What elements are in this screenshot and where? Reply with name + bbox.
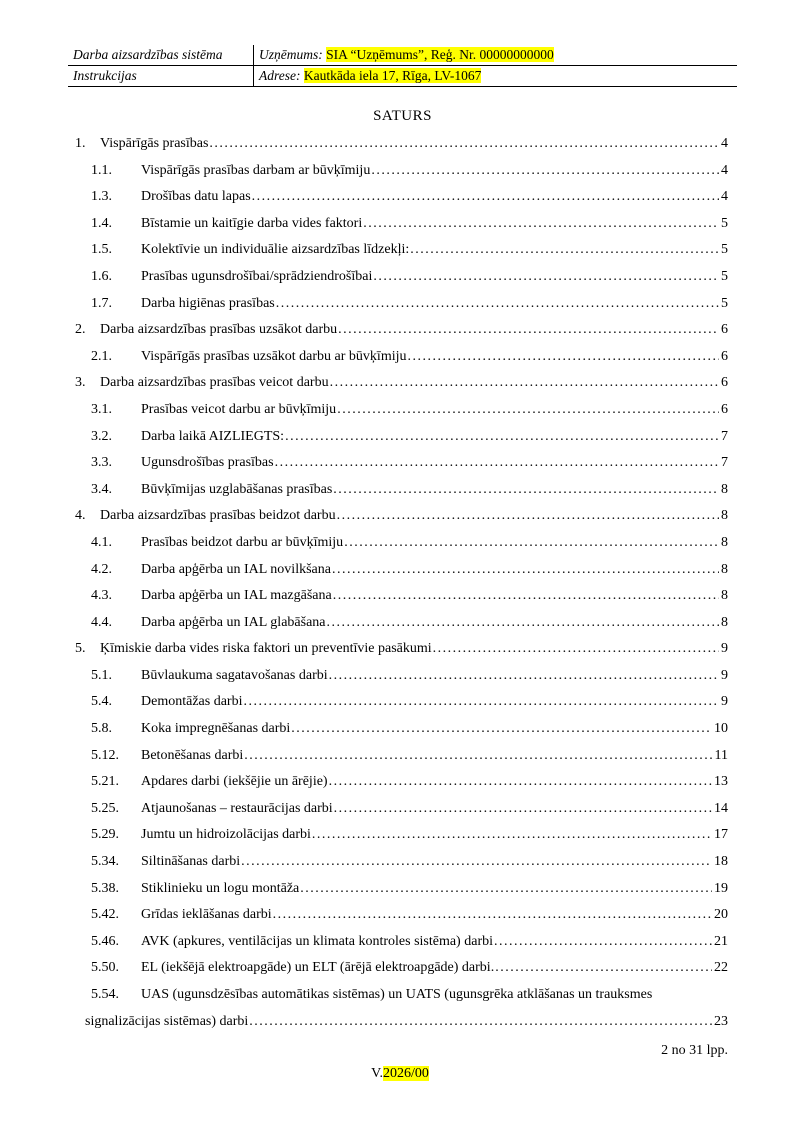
header-doctype-cell bbox=[68, 66, 254, 87]
toc-entry-label: Darba apģērba un IAL glabāšana bbox=[141, 614, 326, 630]
toc-entry[interactable] bbox=[68, 881, 728, 897]
header-doctype-label: Instrukcijas bbox=[73, 67, 137, 83]
toc-entry-page: 9 bbox=[721, 667, 728, 683]
toc-dot-leader bbox=[329, 774, 712, 790]
toc-entry[interactable] bbox=[68, 721, 728, 737]
toc-entry-number: 5.50. bbox=[91, 960, 119, 976]
toc-entry-page: 6 bbox=[721, 348, 728, 364]
toc-entry-number: 2. bbox=[75, 322, 86, 338]
toc-entry[interactable] bbox=[68, 588, 728, 604]
toc-entry[interactable] bbox=[68, 934, 728, 950]
toc-dot-leader bbox=[329, 668, 719, 684]
toc-entry[interactable] bbox=[68, 801, 728, 817]
toc-entry-page: 13 bbox=[714, 774, 728, 790]
toc-entry-number: 2.1. bbox=[91, 348, 112, 364]
toc-entry[interactable] bbox=[68, 694, 728, 710]
toc-entry-number: 1.1. bbox=[91, 162, 112, 178]
toc-entry[interactable] bbox=[68, 429, 728, 445]
toc-dot-leader bbox=[330, 375, 719, 391]
toc-entry-label: Būvlaukuma sagatavošanas darbi bbox=[141, 667, 328, 683]
header-company-cell bbox=[254, 45, 738, 66]
toc-entry-label: Darba aizsardzības prasības uzsākot darbu bbox=[100, 322, 338, 338]
toc-entry-page: 4 bbox=[721, 162, 728, 178]
toc-entry-page: 6 bbox=[721, 401, 728, 417]
header-system-cell bbox=[68, 45, 254, 66]
toc-entry[interactable] bbox=[68, 774, 728, 790]
toc-dot-leader bbox=[337, 508, 719, 524]
toc-entry-label: EL (iekšējā elektroapgāde) un ELT (ārējā elektroapgāde) darbi. bbox=[141, 960, 495, 976]
toc-entry[interactable] bbox=[68, 402, 728, 418]
toc-entry[interactable] bbox=[68, 296, 728, 312]
toc-entry-page: 5 bbox=[721, 215, 728, 231]
toc-entry-number: 4.2. bbox=[91, 561, 112, 577]
toc-dot-leader bbox=[333, 588, 719, 604]
toc-entry[interactable] bbox=[68, 907, 728, 923]
toc-entry-page: 23 bbox=[714, 1013, 728, 1029]
toc-dot-leader bbox=[243, 694, 719, 710]
toc-dot-leader bbox=[312, 827, 712, 843]
toc-entry-label: Darba apģērba un IAL novilkšana bbox=[141, 561, 331, 577]
header-row-2 bbox=[68, 66, 737, 87]
toc-dot-leader bbox=[494, 934, 712, 950]
toc-entry-page: 5 bbox=[721, 295, 728, 311]
toc-dot-leader bbox=[332, 562, 719, 578]
toc-entry-label: Darba aizsardzības prasības veicot darbu bbox=[100, 375, 329, 391]
address-value-highlighted: Kautkāda iela 17, Rīga, LV-1067 bbox=[303, 67, 482, 83]
toc-entry-page: 9 bbox=[721, 694, 728, 710]
toc-dot-leader bbox=[249, 1014, 712, 1030]
toc-entry[interactable] bbox=[68, 349, 728, 365]
toc-entry[interactable] bbox=[68, 668, 728, 684]
toc-entry-label: Bīstamie un kaitīgie darba vides faktori bbox=[141, 215, 363, 231]
toc-entry-page: 20 bbox=[714, 907, 728, 923]
toc-list bbox=[68, 136, 728, 1030]
toc-entry-label: signalizācijas sistēmas) darbi bbox=[85, 1013, 249, 1029]
toc-entry-number: 4.3. bbox=[91, 588, 112, 604]
toc-entry[interactable] bbox=[68, 854, 728, 870]
toc-dot-leader bbox=[333, 482, 719, 498]
toc-entry-label: Vispārīgās prasības darbam ar būvķīmiju bbox=[141, 162, 371, 178]
toc-entry-page: 7 bbox=[721, 428, 728, 444]
toc-entry-label: Vispārīgās prasības uzsākot darbu ar būvķīmiju bbox=[141, 348, 407, 364]
page-title: SATURS bbox=[373, 108, 432, 124]
toc-entry-label: Jumtu un hidroizolācijas darbi bbox=[141, 827, 311, 843]
toc-entry-label: Būvķīmijas uzglabāšanas prasības bbox=[141, 481, 333, 497]
toc-entry[interactable] bbox=[68, 455, 728, 471]
version-value-highlighted: 2026/00 bbox=[382, 1066, 429, 1081]
toc-entry[interactable] bbox=[68, 960, 728, 976]
toc-entry-number: 4.1. bbox=[91, 534, 112, 550]
toc-entry-number: 3.1. bbox=[91, 401, 112, 417]
toc-dot-leader bbox=[291, 721, 712, 737]
document-header-table bbox=[68, 45, 737, 87]
toc-dot-leader bbox=[433, 641, 719, 657]
toc-entry-number: 5.25. bbox=[91, 800, 119, 816]
toc-entry[interactable] bbox=[68, 987, 728, 1003]
toc-entry-label: UAS (ugunsdzēsības automātikas sistēmas) un UATS (ugunsgrēka atklāšanas un trauksmes bbox=[141, 987, 653, 1002]
toc-entry-continuation[interactable] bbox=[68, 1014, 728, 1030]
toc-entry[interactable] bbox=[68, 163, 728, 179]
toc-entry-page: 22 bbox=[714, 960, 728, 976]
toc-dot-leader bbox=[273, 907, 712, 923]
toc-entry-page: 6 bbox=[721, 322, 728, 338]
toc-entry-label: Prasības beidzot darbu ar būvķīmiju bbox=[141, 534, 344, 550]
toc-entry-number: 5.8. bbox=[91, 721, 112, 737]
toc-entry[interactable] bbox=[68, 482, 728, 498]
toc-entry-label: Ugunsdrošības prasības bbox=[141, 455, 274, 471]
toc-entry-page: 8 bbox=[721, 614, 728, 630]
toc-entry-label: Darba apģērba un IAL mazgāšana bbox=[141, 588, 332, 604]
toc-entry-number: 5.21. bbox=[91, 774, 119, 790]
toc-entry-label: Betonēšanas darbi bbox=[141, 747, 244, 763]
toc-dot-leader bbox=[285, 429, 719, 445]
document-version-line bbox=[0, 1066, 800, 1082]
toc-entry-label: Stiklinieku un logu montāža bbox=[141, 880, 300, 896]
toc-entry-number: 5.42. bbox=[91, 907, 119, 923]
toc-dot-leader bbox=[337, 402, 719, 418]
toc-entry-label: Ķīmiskie darba vides riska faktori un preventīvie pasākumi bbox=[100, 641, 432, 657]
toc-entry-label: Apdares darbi (iekšējie un ārējie) bbox=[141, 774, 328, 790]
toc-entry-label: Prasības ugunsdrošībai/sprādziendrošībai bbox=[141, 268, 373, 284]
toc-dot-leader bbox=[327, 615, 719, 631]
toc-dot-leader bbox=[276, 296, 719, 312]
toc-entry-number: 3.2. bbox=[91, 428, 112, 444]
toc-entry[interactable] bbox=[68, 562, 728, 578]
toc-entry-number: 1.4. bbox=[91, 215, 112, 231]
toc-entry[interactable] bbox=[68, 375, 728, 391]
toc-entry[interactable] bbox=[68, 748, 728, 764]
toc-entry-number: 3.4. bbox=[91, 481, 112, 497]
toc-dot-leader bbox=[344, 535, 719, 551]
toc-dot-leader bbox=[241, 854, 712, 870]
toc-entry[interactable] bbox=[68, 615, 728, 631]
toc-entry-label: Darba aizsardzības prasības beidzot darbu bbox=[100, 508, 336, 524]
toc-entry-page: 6 bbox=[721, 375, 728, 391]
toc-entry-number: 1.3. bbox=[91, 189, 112, 205]
toc-entry-page: 8 bbox=[721, 588, 728, 604]
toc-entry-page: 19 bbox=[714, 880, 728, 896]
toc-entry-page: 14 bbox=[714, 800, 728, 816]
toc-entry-number: 5. bbox=[75, 641, 86, 657]
toc-entry-label: Darba higiēnas prasības bbox=[141, 295, 275, 311]
toc-entry-page: 8 bbox=[721, 508, 728, 524]
toc-entry-number: 4.4. bbox=[91, 614, 112, 630]
toc-dot-leader bbox=[244, 748, 712, 764]
toc-entry-label: Drošības datu lapas bbox=[141, 189, 251, 205]
toc-dot-leader bbox=[338, 322, 719, 338]
toc-entry-number: 5.46. bbox=[91, 933, 119, 949]
toc-entry-number: 5.29. bbox=[91, 827, 119, 843]
toc-entry-page: 5 bbox=[721, 268, 728, 284]
toc-entry-label: Demontāžas darbi bbox=[141, 694, 243, 710]
toc-entry[interactable] bbox=[68, 136, 728, 152]
toc-entry[interactable] bbox=[68, 322, 728, 338]
toc-entry-page: 5 bbox=[721, 242, 728, 258]
toc-entry-page: 18 bbox=[714, 854, 728, 870]
toc-entry-page: 8 bbox=[721, 534, 728, 550]
toc-dot-leader bbox=[363, 216, 719, 232]
toc-dot-leader bbox=[300, 881, 712, 897]
toc-entry-label: Koka impregnēšanas darbi bbox=[141, 721, 291, 737]
toc-entry-number: 5.4. bbox=[91, 694, 112, 710]
toc-dot-leader bbox=[373, 269, 719, 285]
toc-entry[interactable] bbox=[68, 508, 728, 524]
toc-entry-number: 4. bbox=[75, 508, 86, 524]
toc-entry-page: 21 bbox=[714, 933, 728, 949]
toc-dot-leader bbox=[371, 163, 719, 179]
header-row-1 bbox=[68, 45, 737, 66]
toc-entry-label: Siltināšanas darbi bbox=[141, 854, 241, 870]
toc-entry-number: 3.3. bbox=[91, 455, 112, 471]
toc-dot-leader bbox=[410, 242, 719, 258]
toc-entry[interactable] bbox=[68, 535, 728, 551]
toc-entry[interactable] bbox=[68, 216, 728, 232]
toc-entry-page: 11 bbox=[714, 747, 728, 763]
toc-entry-label: Grīdas ieklāšanas darbi bbox=[141, 907, 272, 923]
toc-entry-page: 4 bbox=[721, 136, 728, 151]
toc-entry[interactable] bbox=[68, 269, 728, 285]
toc-entry-label: Atjaunošanas – restaurācijas darbi bbox=[141, 800, 333, 816]
toc-entry[interactable] bbox=[68, 827, 728, 843]
toc-entry-page: 4 bbox=[721, 189, 728, 205]
toc-entry-page: 7 bbox=[721, 455, 728, 471]
header-address-cell bbox=[254, 66, 738, 87]
toc-entry-page: 10 bbox=[714, 721, 728, 737]
toc-entry[interactable] bbox=[68, 641, 728, 657]
company-value-highlighted: SIA “Uzņēmums”, Reģ. Nr. 00000000000 bbox=[326, 46, 554, 62]
toc-entry-label: Vispārīgās prasības bbox=[100, 136, 209, 151]
toc-entry-label: AVK (apkures, ventilācijas un klimata kontroles sistēma) darbi bbox=[141, 933, 493, 949]
toc-entry-number: 1.5. bbox=[91, 242, 112, 258]
toc-entry-number: 5.38. bbox=[91, 880, 119, 896]
toc-entry-page: 17 bbox=[714, 827, 728, 843]
toc-entry-number: 5.34. bbox=[91, 854, 119, 870]
toc-entry[interactable] bbox=[68, 189, 728, 205]
toc-dot-leader bbox=[252, 189, 719, 205]
toc-entry-page: 9 bbox=[721, 641, 728, 657]
toc-dot-leader bbox=[495, 960, 712, 976]
toc-entry-label: Darba laikā AIZLIEGTS: bbox=[141, 428, 285, 444]
toc-dot-leader bbox=[334, 801, 712, 817]
toc-dot-leader bbox=[209, 136, 719, 152]
page-number-info: 2 no 31 lpp. bbox=[661, 1043, 728, 1058]
toc-entry-page: 8 bbox=[721, 481, 728, 497]
toc-entry-number: 1.7. bbox=[91, 295, 112, 311]
header-system-label: Darba aizsardzības sistēma bbox=[73, 46, 223, 62]
toc-entry-number: 1.6. bbox=[91, 268, 112, 284]
toc-entry-label: Prasības veicot darbu ar būvķīmiju bbox=[141, 401, 337, 417]
toc-dot-leader bbox=[275, 455, 719, 471]
toc-dot-leader bbox=[408, 349, 720, 365]
toc-entry[interactable] bbox=[68, 242, 728, 258]
toc-entry-label: Kolektīvie un individuālie aizsardzības līdzekļi: bbox=[141, 242, 410, 258]
address-label: Adrese: bbox=[259, 67, 301, 83]
toc-entry-number: 5.54. bbox=[91, 987, 119, 1002]
toc-entry-number: 1. bbox=[75, 136, 86, 151]
toc-entry-number: 5.12. bbox=[91, 747, 119, 763]
toc-entry-number: 5.1. bbox=[91, 667, 112, 683]
version-prefix: V. bbox=[371, 1066, 383, 1081]
company-label: Uzņēmums: bbox=[259, 46, 323, 62]
toc-entry-page: 8 bbox=[721, 561, 728, 577]
toc-entry-number: 3. bbox=[75, 375, 86, 391]
